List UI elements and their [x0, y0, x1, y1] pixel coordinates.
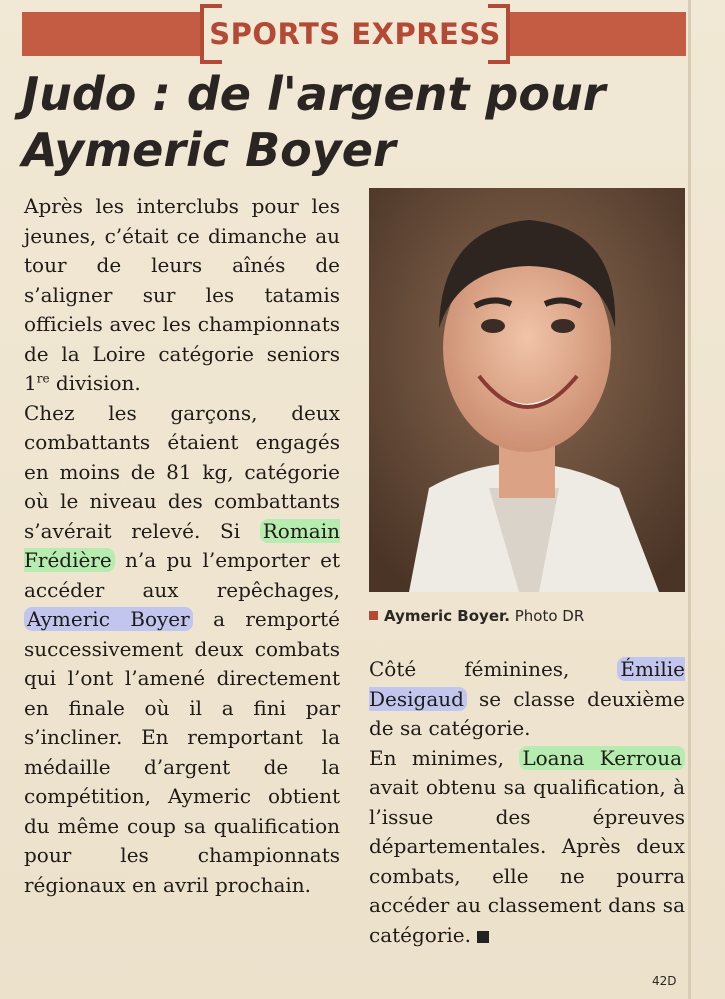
photo-caption [369, 604, 685, 628]
paragraph-text: Côté féminines, [369, 657, 618, 681]
caption-marker-icon [369, 611, 378, 620]
paragraph-text: n’a pu l’emporter et accéder aux repêchages, [24, 548, 340, 602]
highlighted-name-loana: Loana Kerroua [519, 746, 685, 770]
caption-credit: Photo DR [514, 607, 585, 625]
article-column-left [24, 192, 340, 900]
highlighted-name-emilie: Émilie Desigaud [369, 657, 685, 711]
athlete-photo [369, 188, 685, 592]
superscript: re [36, 371, 50, 386]
caption-name: Aymeric Boyer. [384, 607, 510, 625]
highlighted-name-aymeric: Aymeric Boyer [24, 607, 193, 631]
paragraph-boys [24, 399, 340, 901]
paragraph-minimes [369, 744, 685, 951]
highlighted-name-romain: Romain Frédière [24, 518, 340, 572]
portrait-illustration [369, 188, 685, 592]
paragraph-text: avait obtenu sa qualification, à l’issue des épreuves départementales. Après deux combats, elle ne pourra accéder au classement dans sa catégorie. [369, 775, 685, 947]
paragraph-text: a remporté successivement deux combats qui l’ont l’amené directement en finale où il a fini par s’incliner. En remportant la médaille d’argent de la compétition, Aymeric obtient du même coup sa qualification pour les championnats régionaux en avril prochain. [24, 607, 341, 897]
page-number: 42D [652, 974, 677, 988]
paragraph-text: Après les interclubs pour les jeunes, c’était ce dimanche au tour de leurs aînés de s’aligner sur les tatamis officiels avec les championnats de la Loire catégorie seniors 1 [24, 194, 340, 395]
paragraph-text: se classe deuxième de sa catégorie. [369, 686, 685, 740]
section-label: SPORTS EXPRESS [209, 17, 501, 51]
paragraph-text: Chez les garçons, deux combattants étaient engagés en moins de 81 kg, catégorie où le niveau des combattants s’avérait relevé. Si [24, 400, 340, 543]
paragraph-text: division. [49, 371, 141, 395]
paragraph-text: En minimes, [369, 745, 520, 770]
header-bar-right [510, 12, 686, 56]
article-column-right [369, 655, 685, 950]
paragraph-women [369, 655, 685, 744]
page-edge-divider [688, 0, 691, 999]
header-bar-left [22, 12, 200, 56]
end-of-article-icon [477, 931, 489, 943]
article-headline: Judo : de l'argent pour Aymeric Boyer [22, 67, 606, 177]
paragraph-intro [24, 192, 340, 399]
